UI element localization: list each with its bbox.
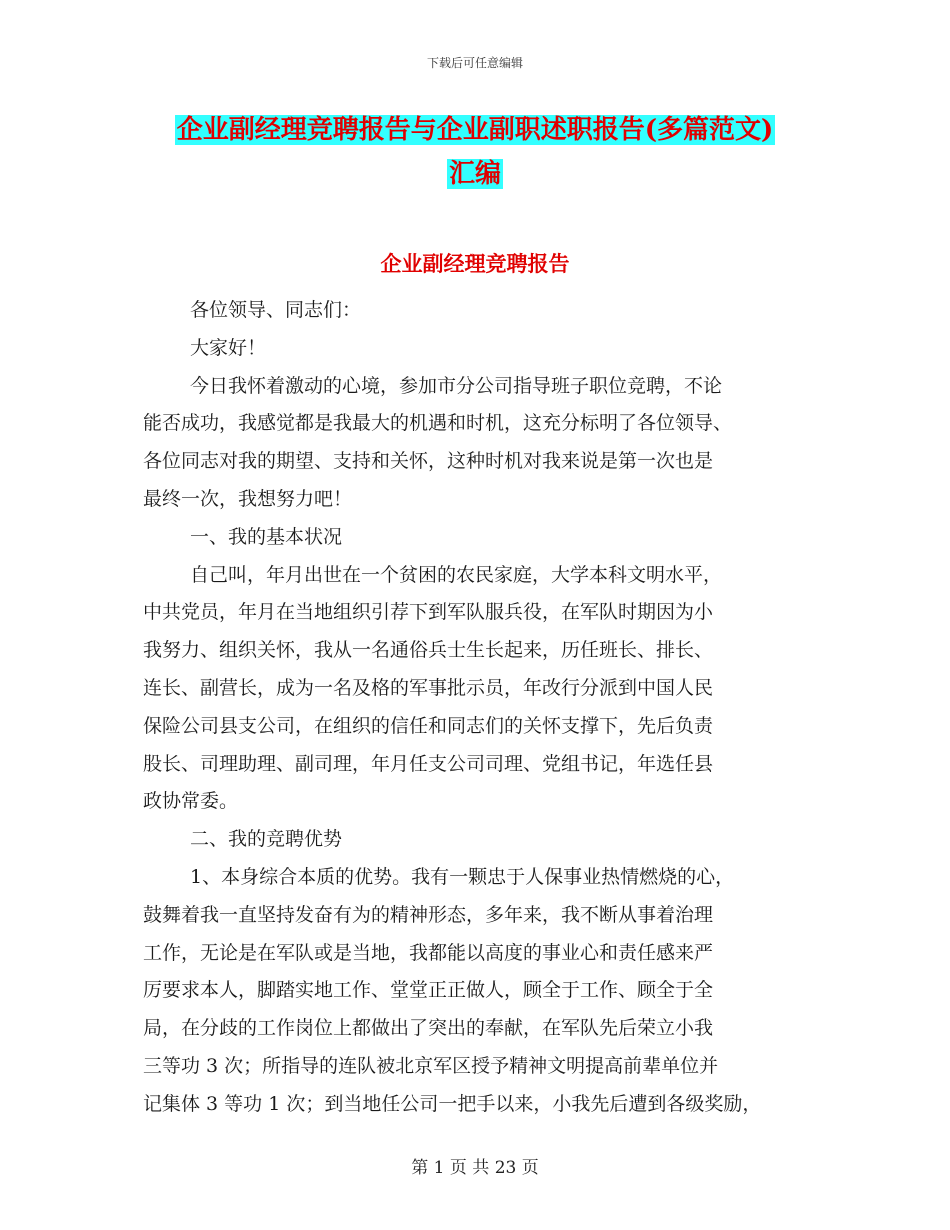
text-line: 自己叫，年月出世在一个贫困的农民家庭，大学本科文明水平， [190, 563, 723, 586]
page-footer: 第 1 页 共 23 页 [411, 1158, 539, 1178]
text-line: 我努力、组织关怀，我从一名通俗兵士生长起来，历任班长、排长、 [143, 639, 714, 662]
document-title-line-1: 企业副经理竞聘报告与企业副职述职报告(多篇范文) [176, 115, 774, 145]
text-line: 局，在分歧的工作岗位上都做出了突出的奉献，在军队先后荣立小我 [143, 1017, 714, 1040]
text-line: 三等功 3 次；所指导的连队被北京军区授予精神文明提高前辈单位并 [143, 1054, 719, 1077]
text-line: 最终一次，我想努力吧！ [143, 487, 353, 510]
text-line: 政协常委。 [143, 790, 239, 813]
text-line: 各位领导、同志们： [190, 299, 362, 321]
text-line: 连长、副营长，成为一名及格的军事批示员，年改行分派到中国人民 [143, 676, 714, 699]
document-title-line-2: 汇编 [448, 159, 501, 189]
text-line: 中共党员，年月在当地组织引荐下到军队服兵役，在军队时期因为小 [143, 601, 714, 624]
text-line: 今日我怀着激动的心境，参加市分公司指导班子职位竞聘，不论 [190, 374, 723, 397]
header-note: 下载后可任意编辑 [426, 56, 523, 70]
text-line: 股长、司理助理、副司理，年月任支公司司理、党组书记，年选任县 [143, 752, 714, 775]
text-line: 各位同志对我的期望、支持和关怀，这种时机对我来说是第一次也是 [143, 450, 714, 473]
body-text [143, 292, 823, 1124]
document-title [140, 108, 810, 196]
text-line: 一、我的基本状况 [190, 525, 343, 548]
section-title: 企业副经理竞聘报告 [380, 251, 570, 276]
text-line: 1、本身综合本质的优势。我有一颗忠于人保事业热情燃烧的心， [190, 865, 735, 888]
text-line: 厉要求本人，脚踏实地工作、堂堂正正做人，顾全于工作、顾全于全 [143, 979, 714, 1002]
text-line: 鼓舞着我一直坚持发奋有为的精神形态，多年来，我不断从事着治理 [143, 903, 714, 926]
text-line: 记集体 3 等功 1 次；到当地任公司一把手以来，小我先后遭到各级奖励， [143, 1092, 762, 1115]
text-line: 能否成功，我感觉都是我最大的机遇和时机，这充分标明了各位领导、 [143, 412, 733, 435]
text-line: 大家好！ [190, 336, 267, 359]
text-line: 保险公司县支公司，在组织的信任和同志们的关怀支撑下，先后负责 [143, 714, 714, 737]
text-line: 工作，无论是在军队或是当地，我都能以高度的事业心和责任感来严 [143, 941, 714, 964]
text-line: 二、我的竞聘优势 [190, 828, 343, 851]
